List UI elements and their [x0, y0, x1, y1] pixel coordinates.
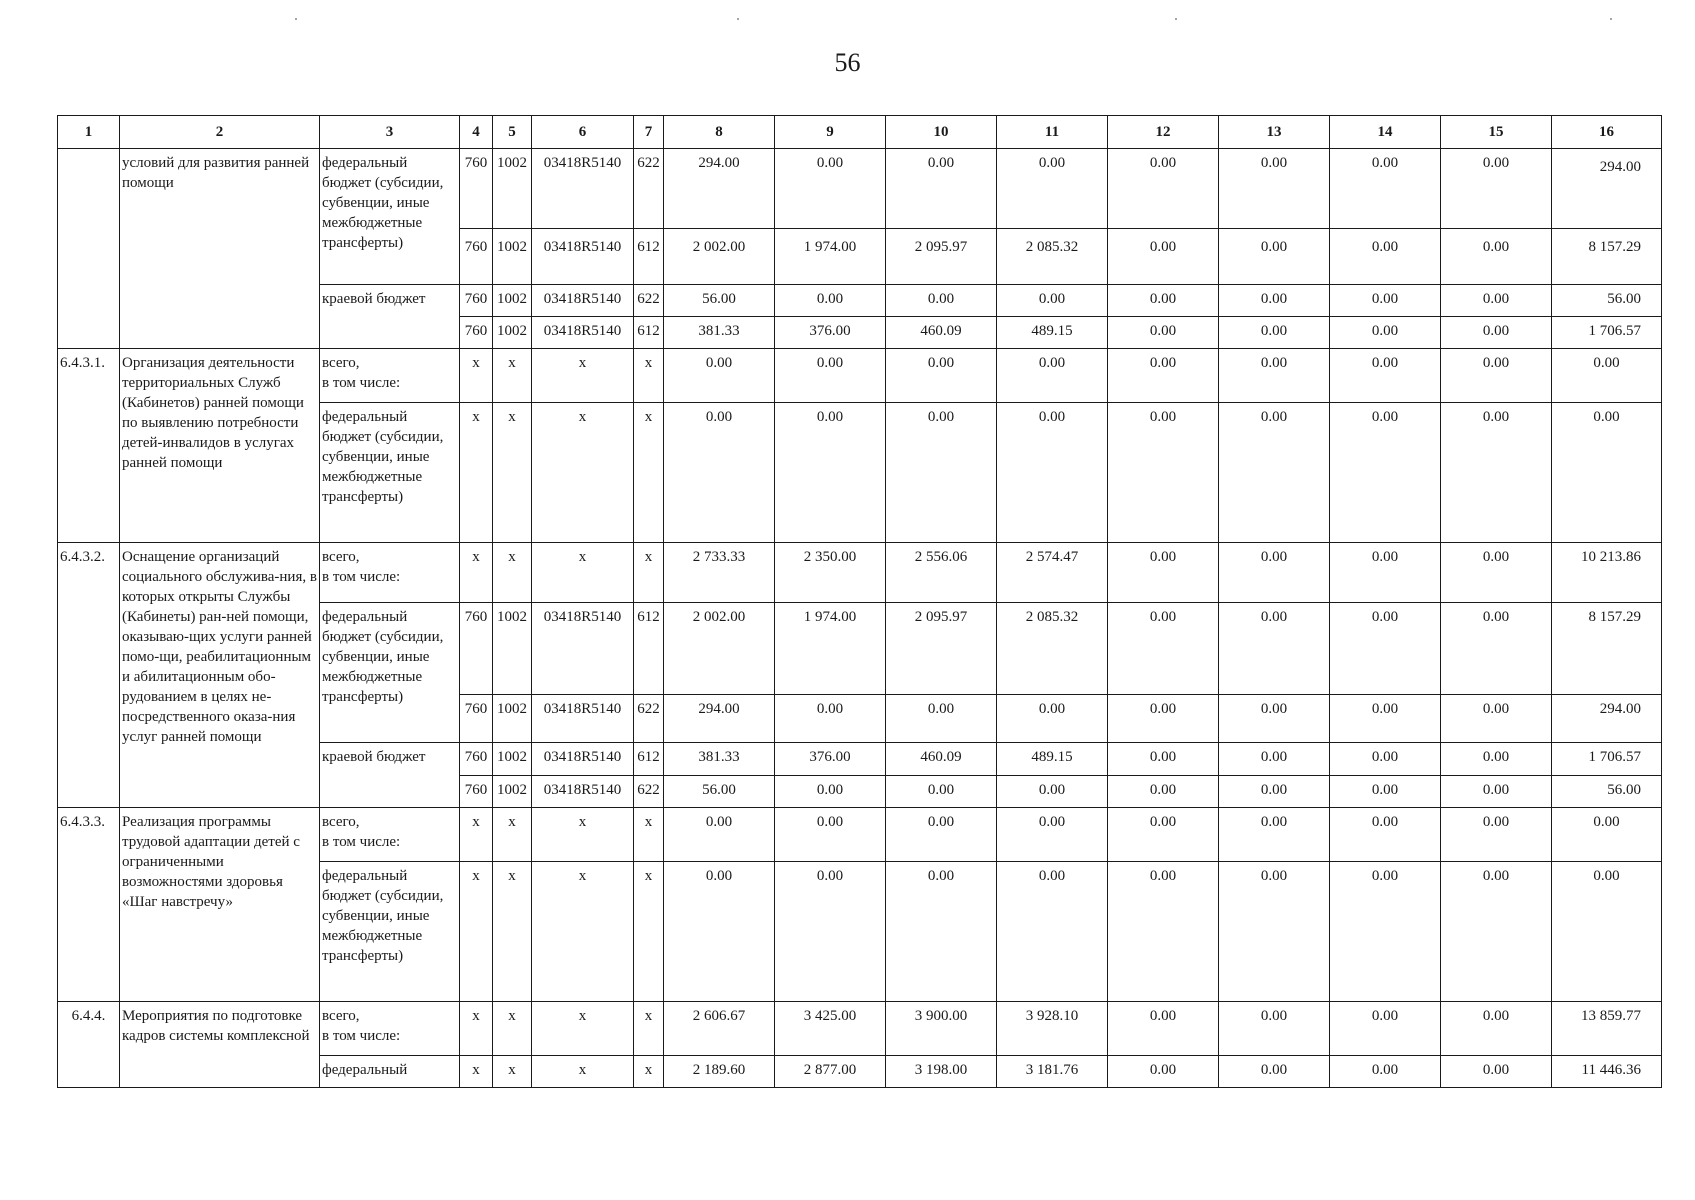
code-cell: 03418R5140 [532, 285, 634, 317]
value-cell: 2 733.33 [664, 543, 775, 603]
value-cell: 0.00 [1330, 285, 1441, 317]
value-cell: 0.00 [997, 403, 1108, 543]
page-number: 56 [834, 48, 861, 77]
code-cell: 760 [460, 776, 493, 808]
value-cell: 0.00 [1219, 149, 1330, 229]
value-cell: 0.00 [1219, 776, 1330, 808]
value-cell: 0.00 [1330, 1056, 1441, 1088]
code-cell: x [493, 862, 532, 1002]
code-cell: x [634, 403, 664, 543]
value-cell: 0.00 [1219, 695, 1330, 743]
value-cell: 0.00 [1219, 743, 1330, 776]
code-cell: 612 [634, 603, 664, 695]
value-cell: 0.00 [1219, 403, 1330, 543]
code-cell: 03418R5140 [532, 317, 634, 349]
code-cell: x [634, 862, 664, 1002]
value-cell: 0.00 [997, 808, 1108, 862]
code-cell: 760 [460, 229, 493, 285]
value-cell: 0.00 [997, 149, 1108, 229]
budget-source: федеральный бюджет (субсидии, субвенции, иные межбюджетные трансферты) [320, 862, 460, 1002]
value-cell: 460.09 [886, 743, 997, 776]
total-cell: 11 446.36 [1552, 1056, 1662, 1088]
code-cell: 622 [634, 695, 664, 743]
value-cell: 2 877.00 [775, 1056, 886, 1088]
value-cell: 381.33 [664, 317, 775, 349]
value-cell: 0.00 [1441, 149, 1552, 229]
scan-dot [737, 18, 739, 20]
value-cell: 2 606.67 [664, 1002, 775, 1056]
value-cell: 376.00 [775, 317, 886, 349]
value-cell: 0.00 [1108, 229, 1219, 285]
total-cell: 10 213.86 [1552, 543, 1662, 603]
value-cell: 294.00 [664, 695, 775, 743]
code-cell: 1002 [493, 149, 532, 229]
item-name: Оснащение организаций социального обслужива-ния, в которых открыты Службы (Кабинеты) ран-ней помощи, оказываю-щих услуги ранней помо-щи, реабилитационным и абилитационным обо-рудованием в целях не-посредственного оказа-ния услуг ранней помощи [120, 543, 320, 808]
code-cell: x [532, 543, 634, 603]
value-cell: 0.00 [1219, 285, 1330, 317]
item-name: Реализация программы трудовой адаптации детей с ограниченными возможностями здоровья «Шаг навстречу» [120, 808, 320, 1002]
value-cell: 3 198.00 [886, 1056, 997, 1088]
value-cell: 294.00 [664, 149, 775, 229]
code-cell: 1002 [493, 603, 532, 695]
code-cell: 760 [460, 317, 493, 349]
value-cell: 0.00 [997, 349, 1108, 403]
value-cell: 489.15 [997, 743, 1108, 776]
item-number: 6.4.3.2. [58, 543, 120, 808]
code-cell: x [493, 349, 532, 403]
code-cell: x [532, 862, 634, 1002]
item-number: 6.4.3.1. [58, 349, 120, 543]
code-cell: x [493, 403, 532, 543]
item-number: 6.4.3.3. [58, 808, 120, 1002]
value-cell: 2 085.32 [997, 229, 1108, 285]
code-cell: x [460, 1056, 493, 1088]
value-cell: 0.00 [997, 285, 1108, 317]
value-cell: 0.00 [1441, 543, 1552, 603]
value-cell: 0.00 [775, 403, 886, 543]
code-cell: 03418R5140 [532, 603, 634, 695]
value-cell: 0.00 [886, 149, 997, 229]
value-cell: 0.00 [664, 862, 775, 1002]
col-header: 1 [58, 116, 120, 149]
code-cell: 1002 [493, 743, 532, 776]
value-cell: 2 095.97 [886, 603, 997, 695]
value-cell: 376.00 [775, 743, 886, 776]
value-cell: 2 002.00 [664, 603, 775, 695]
value-cell: 0.00 [1219, 603, 1330, 695]
col-header: 6 [532, 116, 634, 149]
code-cell: 1002 [493, 229, 532, 285]
value-cell: 460.09 [886, 317, 997, 349]
value-cell: 0.00 [1441, 776, 1552, 808]
value-cell: 0.00 [1108, 403, 1219, 543]
value-cell: 56.00 [664, 285, 775, 317]
value-cell: 0.00 [1108, 149, 1219, 229]
code-cell: x [634, 349, 664, 403]
code-cell: x [493, 1056, 532, 1088]
code-cell: 612 [634, 317, 664, 349]
code-cell: x [460, 543, 493, 603]
value-cell: 56.00 [664, 776, 775, 808]
code-cell: x [532, 1056, 634, 1088]
value-cell: 3 425.00 [775, 1002, 886, 1056]
value-cell: 0.00 [997, 776, 1108, 808]
total-cell: 0.00 [1552, 349, 1662, 403]
value-cell: 0.00 [886, 695, 997, 743]
code-cell: x [493, 808, 532, 862]
code-cell: 03418R5140 [532, 743, 634, 776]
code-cell: 760 [460, 149, 493, 229]
col-header: 8 [664, 116, 775, 149]
col-header: 4 [460, 116, 493, 149]
value-cell: 0.00 [1330, 695, 1441, 743]
value-cell: 1 974.00 [775, 603, 886, 695]
value-cell: 0.00 [1441, 349, 1552, 403]
col-header: 9 [775, 116, 886, 149]
value-cell: 0.00 [1330, 603, 1441, 695]
budget-source: краевой бюджет [320, 285, 460, 349]
scan-dot [1610, 18, 1612, 20]
total-cell: 294.00 [1552, 695, 1662, 743]
code-cell: 760 [460, 695, 493, 743]
item-number: 6.4.4. [58, 1002, 120, 1088]
col-header: 12 [1108, 116, 1219, 149]
col-header: 7 [634, 116, 664, 149]
scan-dot [295, 18, 297, 20]
value-cell: 0.00 [1108, 776, 1219, 808]
budget-source: федеральный бюджет (субсидии, субвенции, иные межбюджетные трансферты) [320, 603, 460, 743]
value-cell: 0.00 [1330, 403, 1441, 543]
value-cell: 2 556.06 [886, 543, 997, 603]
value-cell: 0.00 [1330, 1002, 1441, 1056]
value-cell: 0.00 [1330, 543, 1441, 603]
total-cell: 0.00 [1552, 403, 1662, 543]
value-cell: 0.00 [1330, 776, 1441, 808]
value-cell: 0.00 [997, 862, 1108, 1002]
total-cell: 56.00 [1552, 285, 1662, 317]
col-header: 3 [320, 116, 460, 149]
item-name: условий для развития ранней помощи [120, 149, 320, 349]
col-header: 10 [886, 116, 997, 149]
budget-source: всего, в том числе: [320, 808, 460, 862]
value-cell: 0.00 [1330, 317, 1441, 349]
value-cell: 0.00 [1219, 808, 1330, 862]
budget-source: федеральный [320, 1056, 460, 1088]
code-cell: 03418R5140 [532, 149, 634, 229]
value-cell: 0.00 [1441, 1056, 1552, 1088]
value-cell: 0.00 [886, 349, 997, 403]
value-cell: 0.00 [664, 808, 775, 862]
total-cell: 0.00 [1552, 862, 1662, 1002]
value-cell: 0.00 [775, 695, 886, 743]
budget-source: всего, в том числе: [320, 543, 460, 603]
value-cell: 0.00 [1441, 695, 1552, 743]
code-cell: 03418R5140 [532, 229, 634, 285]
item-number [58, 149, 120, 349]
value-cell: 489.15 [997, 317, 1108, 349]
value-cell: 0.00 [1108, 543, 1219, 603]
item-name: Мероприятия по подготовке кадров системы комплексной [120, 1002, 320, 1088]
code-cell: x [634, 1056, 664, 1088]
code-cell: 1002 [493, 776, 532, 808]
col-header: 5 [493, 116, 532, 149]
value-cell: 0.00 [886, 403, 997, 543]
code-cell: 03418R5140 [532, 776, 634, 808]
value-cell: 0.00 [1108, 695, 1219, 743]
code-cell: 1002 [493, 285, 532, 317]
value-cell: 0.00 [1330, 229, 1441, 285]
value-cell: 0.00 [1441, 403, 1552, 543]
value-cell: 0.00 [775, 285, 886, 317]
table-row [58, 808, 1662, 862]
value-cell: 1 974.00 [775, 229, 886, 285]
value-cell: 0.00 [1108, 317, 1219, 349]
value-cell: 2 574.47 [997, 543, 1108, 603]
code-cell: 760 [460, 603, 493, 695]
value-cell: 0.00 [1219, 317, 1330, 349]
value-cell: 0.00 [664, 349, 775, 403]
code-cell: x [493, 543, 532, 603]
code-cell: x [634, 1002, 664, 1056]
value-cell: 0.00 [775, 149, 886, 229]
code-cell: 760 [460, 743, 493, 776]
value-cell: 0.00 [1330, 862, 1441, 1002]
total-cell: 0.00 [1552, 808, 1662, 862]
total-cell: 1 706.57 [1552, 743, 1662, 776]
value-cell: 2 095.97 [886, 229, 997, 285]
value-cell: 3 181.76 [997, 1056, 1108, 1088]
value-cell: 0.00 [1441, 285, 1552, 317]
value-cell: 2 350.00 [775, 543, 886, 603]
table-row [58, 349, 1662, 403]
code-cell: 612 [634, 229, 664, 285]
code-cell: x [460, 349, 493, 403]
budget-source: всего, в том числе: [320, 1002, 460, 1056]
value-cell: 0.00 [1219, 349, 1330, 403]
value-cell: 0.00 [1219, 543, 1330, 603]
value-cell: 0.00 [1330, 149, 1441, 229]
code-cell: x [532, 349, 634, 403]
col-header: 2 [120, 116, 320, 149]
value-cell: 0.00 [1330, 743, 1441, 776]
col-header: 14 [1330, 116, 1441, 149]
value-cell: 0.00 [1441, 229, 1552, 285]
value-cell: 0.00 [1108, 603, 1219, 695]
value-cell: 0.00 [997, 695, 1108, 743]
item-name: Организация деятельности территориальных Служб (Кабинетов) ранней помощи по выявлению потребности детей-инвалидов в услугах ранней помощи [120, 349, 320, 543]
value-cell: 0.00 [1219, 1056, 1330, 1088]
budget-source: всего, в том числе: [320, 349, 460, 403]
code-cell: x [634, 808, 664, 862]
value-cell: 0.00 [1108, 808, 1219, 862]
code-cell: 622 [634, 285, 664, 317]
table-row [58, 149, 1662, 229]
budget-source: федеральный бюджет (субсидии, субвенции, иные межбюджетные трансферты) [320, 403, 460, 543]
value-cell: 0.00 [1108, 349, 1219, 403]
value-cell: 3 900.00 [886, 1002, 997, 1056]
code-cell: x [634, 543, 664, 603]
value-cell: 0.00 [1441, 603, 1552, 695]
value-cell: 0.00 [1219, 1002, 1330, 1056]
total-cell: 1 706.57 [1552, 317, 1662, 349]
code-cell: 622 [634, 149, 664, 229]
value-cell: 0.00 [1330, 349, 1441, 403]
col-header: 13 [1219, 116, 1330, 149]
total-cell: 8 157.29 [1552, 229, 1662, 285]
code-cell: 1002 [493, 317, 532, 349]
table-row [58, 543, 1662, 603]
value-cell: 0.00 [886, 808, 997, 862]
code-cell: x [532, 808, 634, 862]
value-cell: 381.33 [664, 743, 775, 776]
code-cell: 03418R5140 [532, 695, 634, 743]
total-cell: 8 157.29 [1552, 603, 1662, 695]
total-cell: 13 859.77 [1552, 1002, 1662, 1056]
code-cell: 1002 [493, 695, 532, 743]
value-cell: 0.00 [1108, 285, 1219, 317]
value-cell: 2 085.32 [997, 603, 1108, 695]
value-cell: 0.00 [775, 862, 886, 1002]
value-cell: 0.00 [1108, 1056, 1219, 1088]
value-cell: 0.00 [1441, 808, 1552, 862]
value-cell: 2 189.60 [664, 1056, 775, 1088]
value-cell: 0.00 [664, 403, 775, 543]
value-cell: 0.00 [1219, 862, 1330, 1002]
total-cell: 294.00 [1552, 149, 1662, 229]
value-cell: 0.00 [1330, 808, 1441, 862]
value-cell: 0.00 [1108, 862, 1219, 1002]
value-cell: 0.00 [886, 285, 997, 317]
code-cell: x [532, 1002, 634, 1056]
value-cell: 0.00 [1219, 229, 1330, 285]
value-cell: 0.00 [1441, 317, 1552, 349]
code-cell: x [460, 862, 493, 1002]
code-cell: x [460, 1002, 493, 1056]
value-cell: 3 928.10 [997, 1002, 1108, 1056]
scan-dot [1175, 18, 1177, 20]
total-cell: 56.00 [1552, 776, 1662, 808]
value-cell: 0.00 [1441, 862, 1552, 1002]
budget-table [57, 115, 1662, 1088]
code-cell: x [532, 403, 634, 543]
value-cell: 0.00 [886, 862, 997, 1002]
code-cell: 612 [634, 743, 664, 776]
value-cell: 0.00 [886, 776, 997, 808]
value-cell: 0.00 [1108, 743, 1219, 776]
code-cell: x [460, 808, 493, 862]
budget-source: федеральный бюджет (субсидии, субвенции, иные межбюджетные трансферты) [320, 149, 460, 285]
value-cell: 2 002.00 [664, 229, 775, 285]
code-cell: x [460, 403, 493, 543]
value-cell: 0.00 [775, 808, 886, 862]
code-cell: x [493, 1002, 532, 1056]
table-row [58, 1002, 1662, 1056]
code-cell: 760 [460, 285, 493, 317]
header-row [58, 116, 1662, 149]
code-cell: 622 [634, 776, 664, 808]
value-cell: 0.00 [775, 776, 886, 808]
value-cell: 0.00 [1441, 1002, 1552, 1056]
value-cell: 0.00 [1108, 1002, 1219, 1056]
col-header: 16 [1552, 116, 1662, 149]
budget-source: краевой бюджет [320, 743, 460, 808]
col-header: 11 [997, 116, 1108, 149]
col-header: 15 [1441, 116, 1552, 149]
value-cell: 0.00 [1441, 743, 1552, 776]
value-cell: 0.00 [775, 349, 886, 403]
